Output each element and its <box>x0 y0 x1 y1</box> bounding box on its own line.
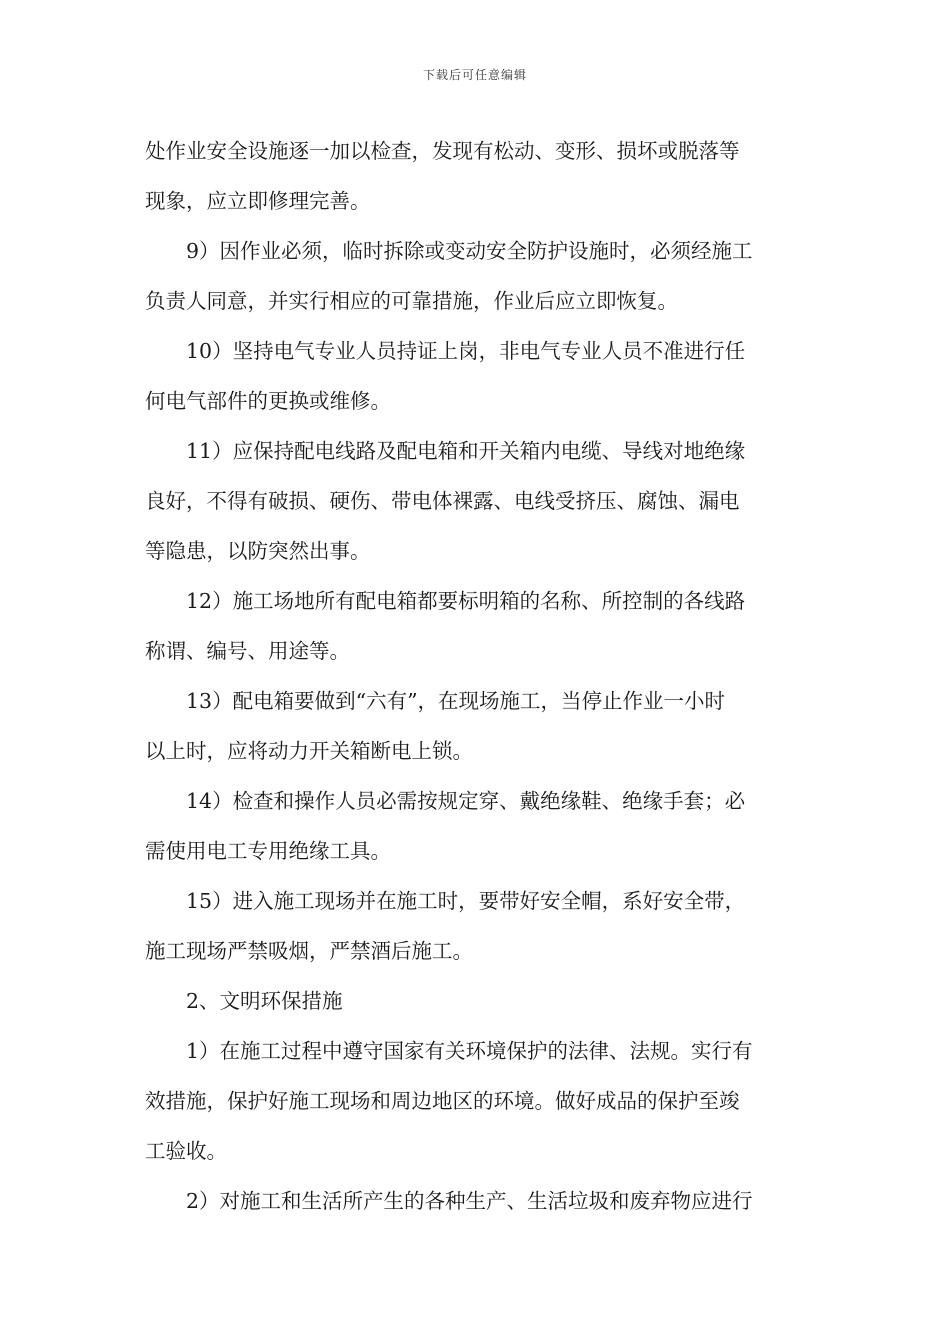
text-line: 10）坚持电气专业人员持证上岗，非电气专业人员不准进行任 <box>186 339 746 363</box>
paragraph-env-item-2 <box>145 1176 810 1226</box>
section-heading <box>145 976 810 1026</box>
text-line: 现象，应立即修理完善。 <box>145 189 371 213</box>
text-line: 15）进入施工现场并在施工时，要带好安全帽，系好安全带， <box>186 889 746 913</box>
text-line: 9）因作业必须，临时拆除或变动安全防护设施时，必须经施工 <box>186 239 753 263</box>
text-line: 负责人同意，并实行相应的可靠措施，作业后应立即恢复。 <box>145 289 678 313</box>
text-line: 以上时，应将动力开关箱断电上锁。 <box>145 739 473 763</box>
text-line: 14）检查和操作人员必需按规定穿、戴绝缘鞋、绝缘手套；必 <box>186 789 746 813</box>
paragraph-item-11 <box>145 426 810 576</box>
text-line: 需使用电工专用绝缘工具。 <box>145 839 391 863</box>
paragraph-item-9 <box>145 226 810 326</box>
text-line: 2）对施工和生活所产生的各种生产、生活垃圾和废弃物应进行 <box>186 1189 753 1213</box>
paragraph-item-12 <box>145 576 810 676</box>
text-line: 1）在施工过程中遵守国家有关环境保护的法律、法规。实行有 <box>186 1039 753 1063</box>
page-header: 下载后可任意编辑 <box>422 68 527 82</box>
text-line: 工验收。 <box>145 1139 227 1163</box>
text-line: 何电气部件的更换或维修。 <box>145 389 391 413</box>
text-line: 施工现场严禁吸烟，严禁酒后施工。 <box>145 939 473 963</box>
paragraph-item-15 <box>145 876 810 976</box>
text-line: 良好，不得有破损、硬伤、带电体裸露、电线受挤压、腐蚀、漏电 <box>145 489 740 513</box>
text-line: 效措施，保护好施工现场和周边地区的环境。做好成品的保护至竣 <box>145 1089 740 1113</box>
paragraph-env-item-1 <box>145 1026 810 1176</box>
text-line: 13）配电箱要做到“六有”，在现场施工，当停止作业一小时 <box>186 689 726 713</box>
paragraph-continuation <box>145 126 810 226</box>
text-line: 11）应保持配电线路及配电箱和开关箱内电缆、导线对地绝缘 <box>186 439 746 463</box>
text-line: 12）施工场地所有配电箱都要标明箱的名称、所控制的各线路 <box>186 589 746 613</box>
paragraph-item-10 <box>145 326 810 426</box>
paragraph-item-13 <box>145 676 810 776</box>
text-line: 等隐患，以防突然出事。 <box>145 539 371 563</box>
paragraph-item-14 <box>145 776 810 876</box>
document-body <box>145 126 810 1226</box>
text-line: 2、文明环保措施 <box>186 989 343 1013</box>
text-line: 处作业安全设施逐一加以检查，发现有松动、变形、损坏或脱落等 <box>145 139 740 163</box>
text-line: 称谓、编号、用途等。 <box>145 639 350 663</box>
